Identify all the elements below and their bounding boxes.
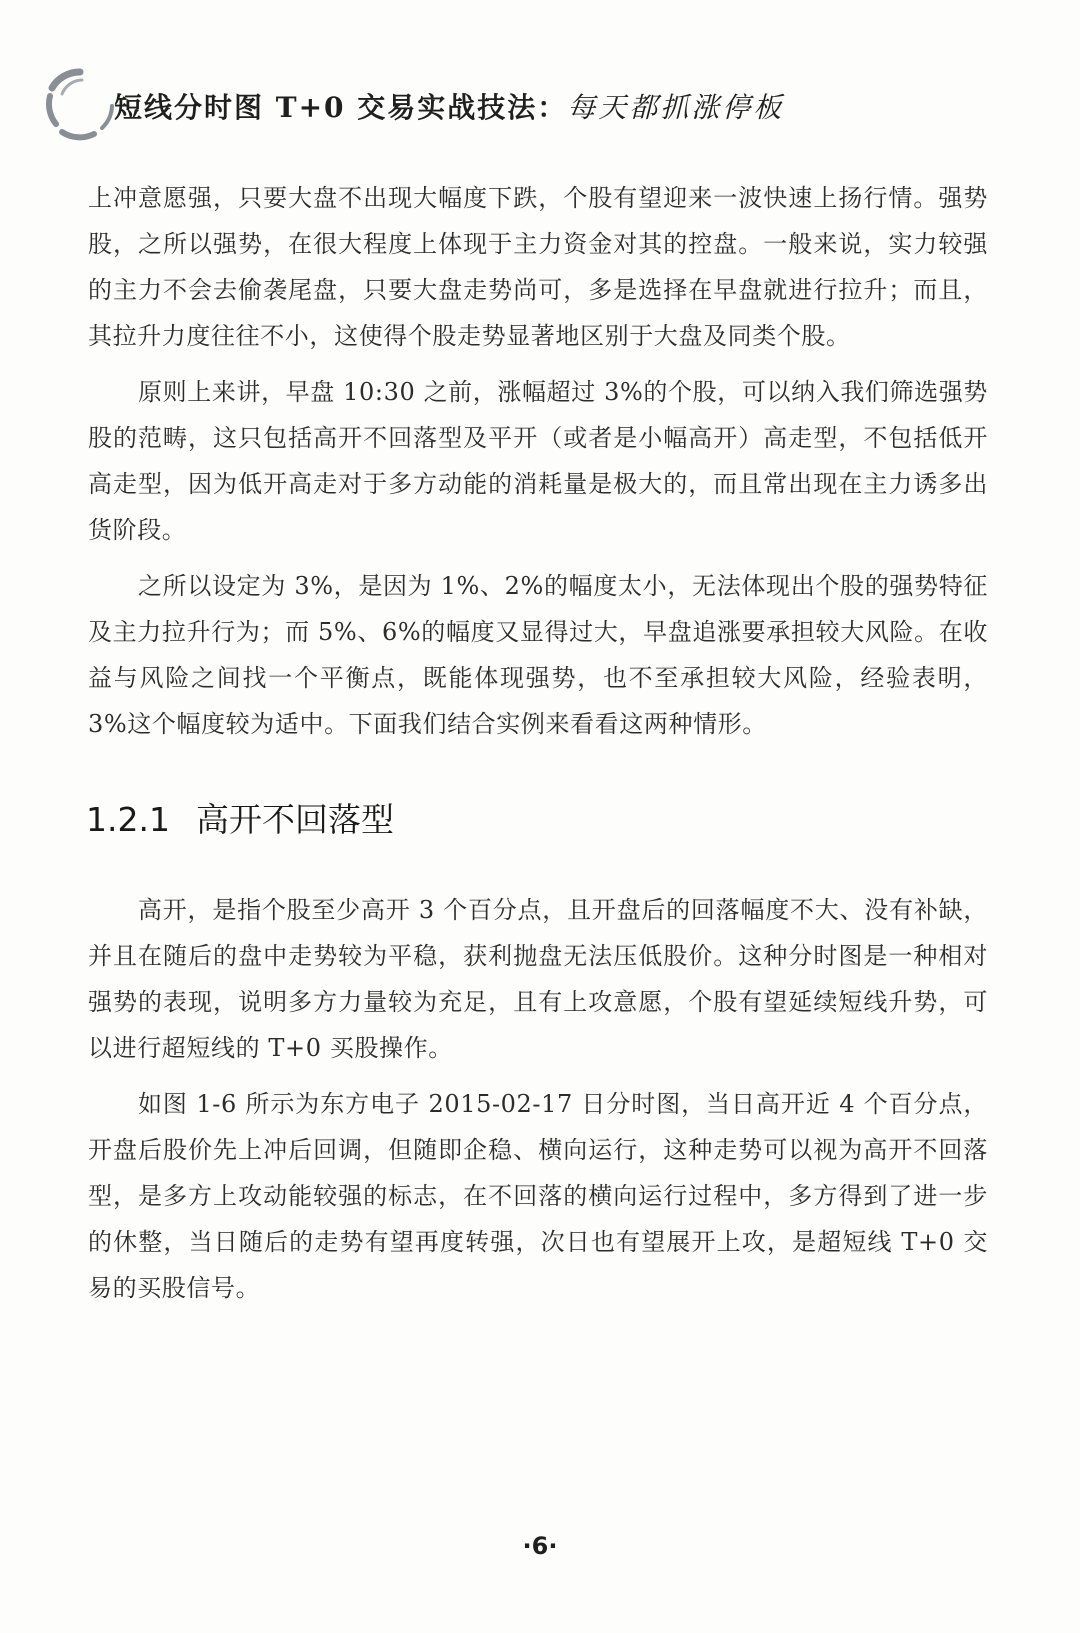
section-title: 高开不回落型 <box>196 800 394 839</box>
section-number: 1.2.1 <box>86 800 170 839</box>
swirl-logo-icon <box>42 66 118 142</box>
paragraph-5: 如图 1-6 所示为东方电子 2015-02-17 日分时图，当日高开近 4 个百分点，开盘后股价先上冲后回调，但随即企稳、横向运行，这种走势可以视为高开不回落型，是多方上攻动能较强的标志，在不回落的横向运行过程中，多方得到了进一步的休整，当日随后的走势有望再度转强，次日也有望展开上攻，是超短线 T+0 交易的买股信号。 <box>88 1090 988 1302</box>
book-title-main: 短线分时图 T+0 交易实战技法： <box>114 91 568 124</box>
book-title <box>114 86 784 126</box>
book-title-subtitle: 每天都抓涨停板 <box>567 91 785 124</box>
page-body <box>88 175 988 1311</box>
paragraph-3: 之所以设定为 3%，是因为 1%、2%的幅度太小，无法体现出个股的强势特征及主力拉升行为；而 5%、6%的幅度又显得过大，早盘追涨要承担较大风险。在收益与风险之间找一个平衡点，既能体现强势，也不至承担较大风险，经验表明，3%这个幅度较为适中。下面我们结合实例来看看这两种情形。 <box>88 572 988 738</box>
running-header <box>42 66 1022 146</box>
paragraph-1: 上冲意愿强，只要大盘不出现大幅度下跌，个股有望迎来一波快速上扬行情。强势股，之所以强势，在很大程度上体现于主力资金对其的控盘。一般来说，实力较强的主力不会去偷袭尾盘，只要大盘走势尚可，多是选择在早盘就进行拉升；而且，其拉升力度往往不小，这使得个股走势显著地区别于大盘及同类个股。 <box>88 184 988 350</box>
section-heading <box>86 795 988 845</box>
paragraph-4: 高开，是指个股至少高开 3 个百分点，且开盘后的回落幅度不大、没有补缺，并且在随后的盘中走势较为平稳，获利抛盘无法压低股价。这种分时图是一种相对强势的表现，说明多方力量较为充足，且有上攻意愿，个股有望延续短线升势，可以进行超短线的 T+0 买股操作。 <box>88 896 988 1062</box>
page-number: ·6· <box>522 1532 558 1560</box>
paragraph-2: 原则上来讲，早盘 10:30 之前，涨幅超过 3%的个股，可以纳入我们筛选强势股的范畴，这只包括高开不回落型及平开（或者是小幅高开）高走型，不包括低开高走型，因为低开高走对于多方动能的消耗量是极大的，而且常出现在主力诱多出货阶段。 <box>88 378 988 544</box>
